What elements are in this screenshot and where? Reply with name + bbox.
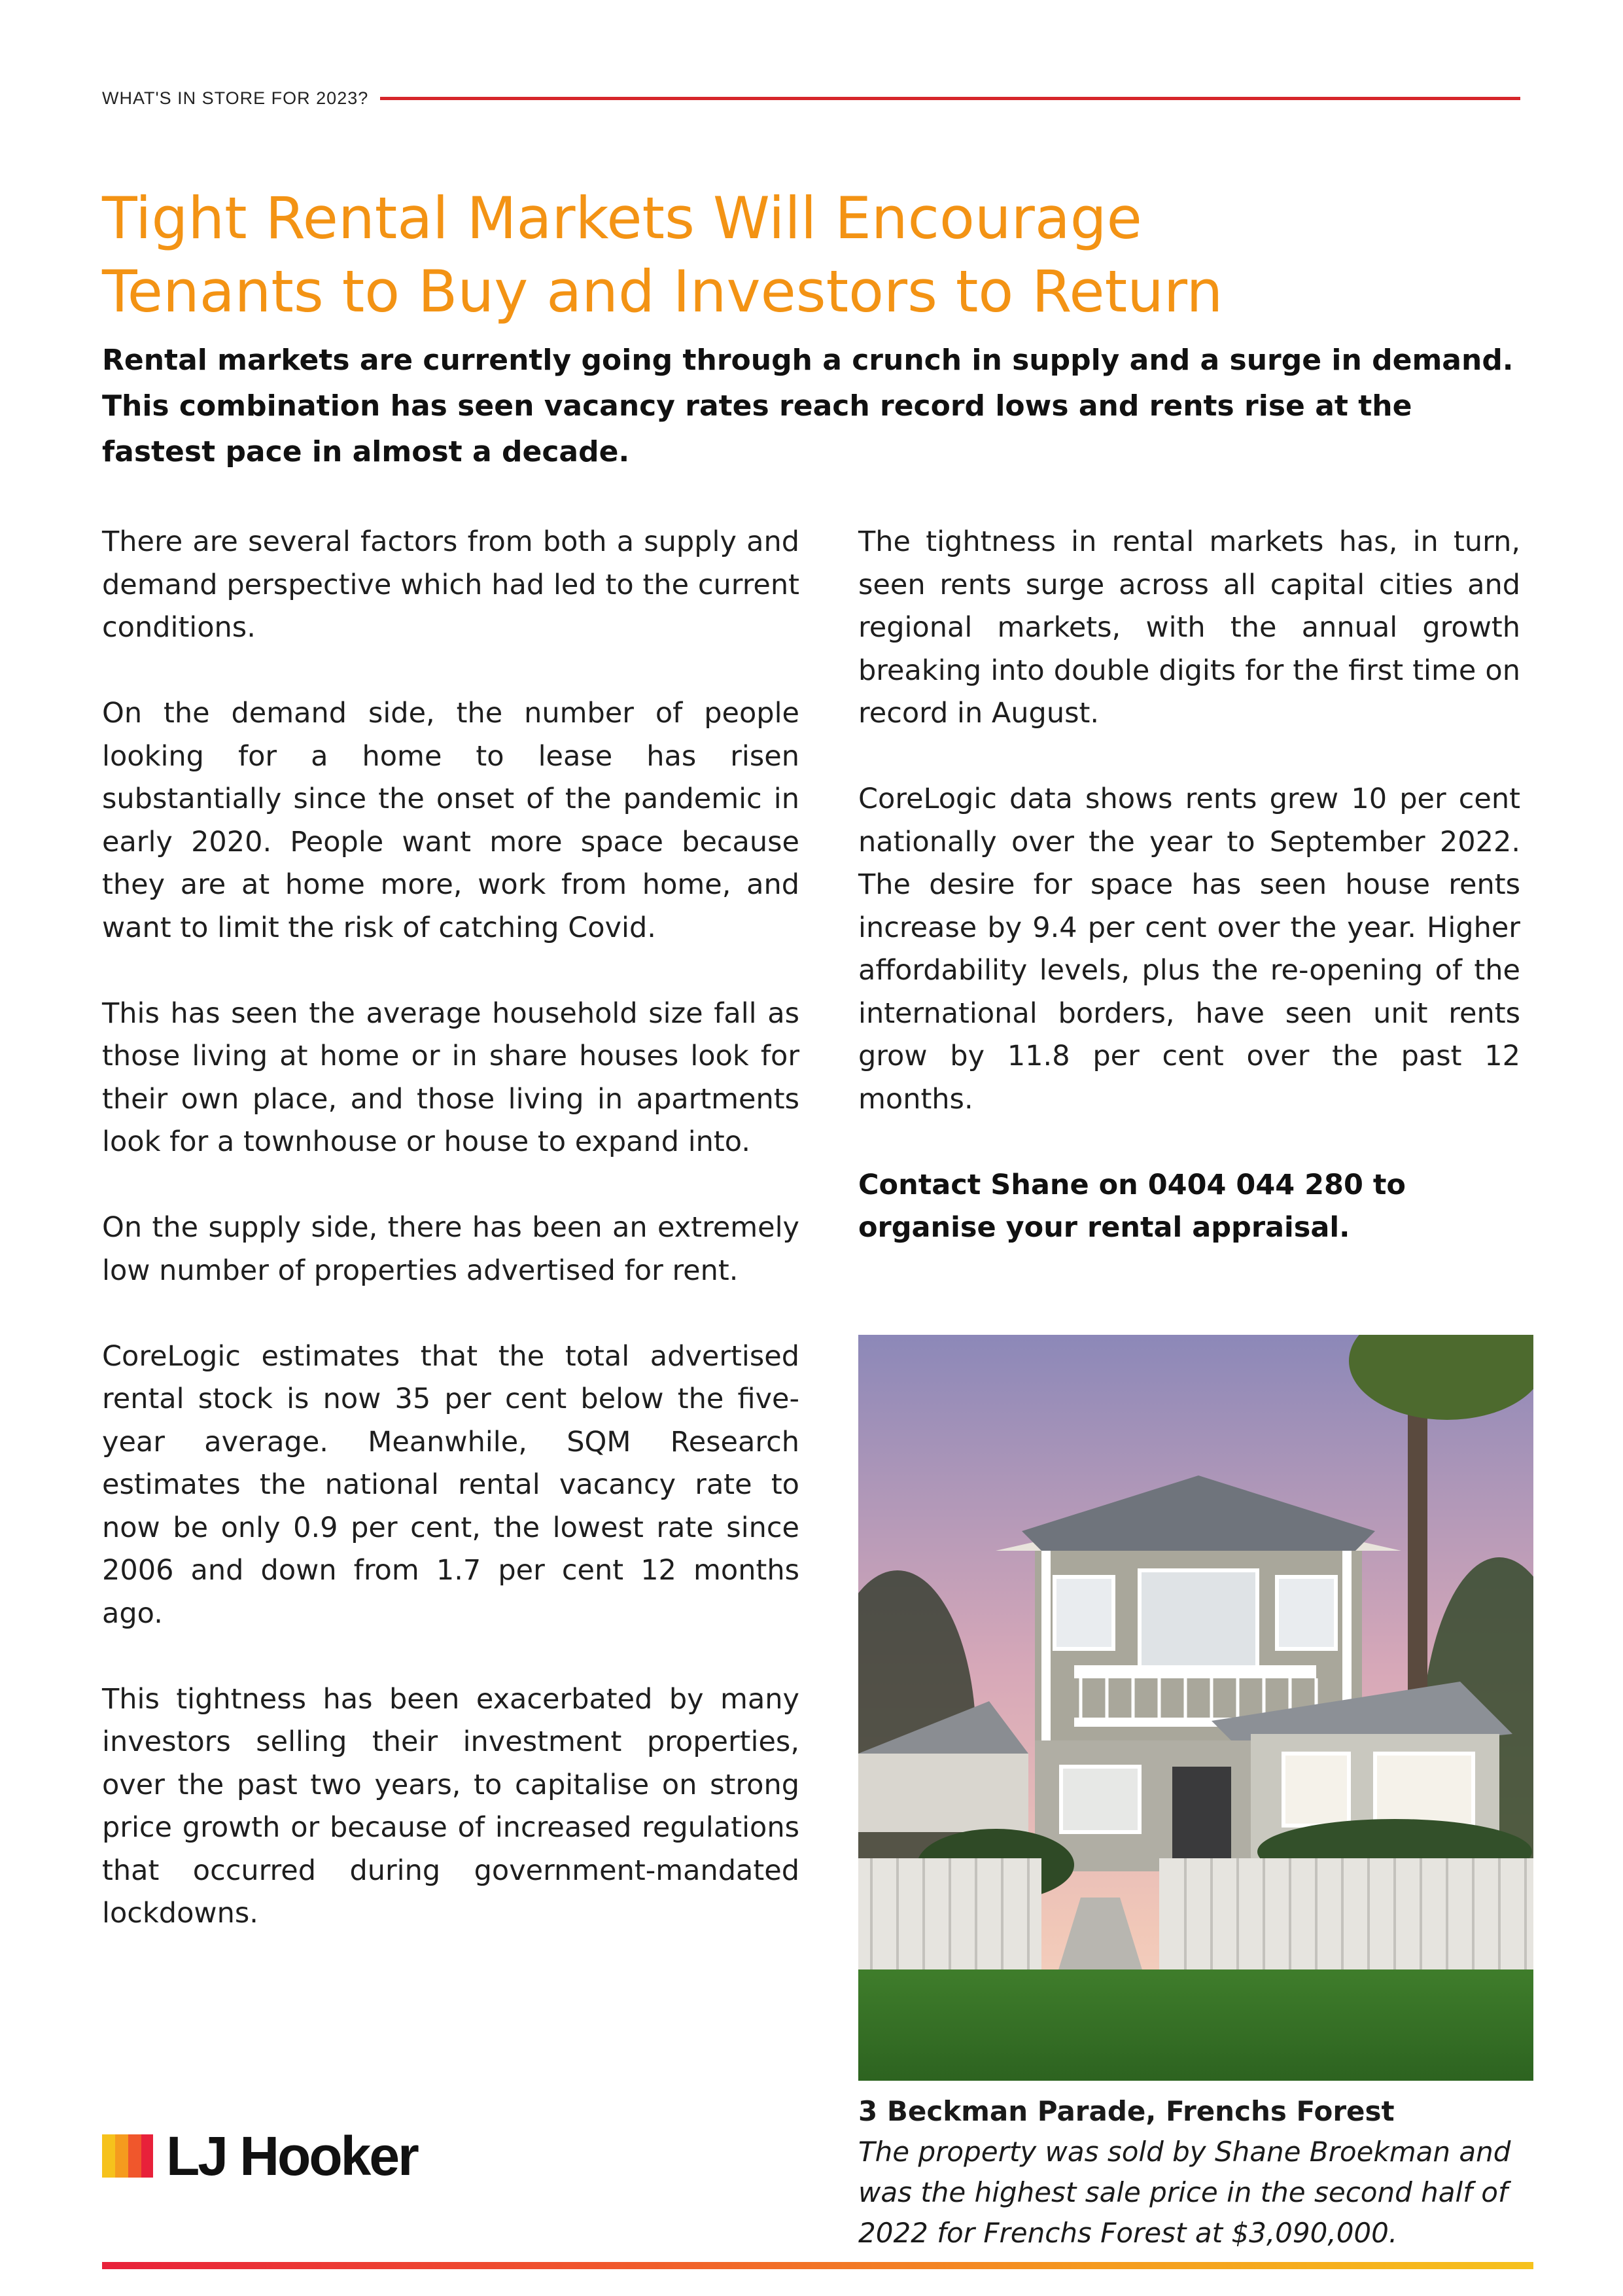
contact-cta: Contact Shane on 0404 044 280 to organise your rental appraisal. [858, 1168, 1406, 1244]
lj-hooker-logo [102, 2120, 417, 2192]
right-column [858, 521, 1520, 1292]
article-headline [102, 182, 1520, 328]
body-paragraph: There are several factors from both a supply and demand perspective which had led to the current conditions. [102, 525, 799, 644]
headline-line-2: Tenants to Buy and Investors to Return [102, 258, 1223, 325]
headline-line-1: Tight Rental Markets Will Encourage [102, 185, 1142, 252]
logo-wordmark: LJ Hooker [166, 2125, 417, 2187]
footer-gradient-rule [102, 2262, 1533, 2269]
property-photo [858, 1335, 1533, 2081]
logo-stripes-icon [102, 2130, 153, 2181]
house-illustration [858, 1335, 1533, 2081]
body-paragraph: CoreLogic estimates that the total advertised rental stock is now 35 per cent below the five-year average. Meanwhile, SQM Research estimates the national rental vacancy rate to now be only 0.9 per cent, the lowest rate since 2006 and down from 1.7 per cent 12 months ago. [102, 1339, 799, 1630]
left-column [102, 521, 799, 1978]
body-paragraph: On the demand side, the number of people looking for a home to lease has risen substantially since the onset of the pandemic in early 2020. People want more space because they are at home more, work from home, and want to limit the risk of catching Covid. [102, 697, 799, 944]
section-kicker: WHAT'S IN STORE FOR 2023? [102, 88, 369, 108]
page-header [102, 84, 1520, 113]
body-paragraph: This has seen the average household size fall as those living at home or in share houses look for their own place, and those living in apartments look for a townhouse or house to expand into. [102, 997, 799, 1158]
body-paragraph: CoreLogic data shows rents grew 10 per cent nationally over the year to September 2022. The desire for space has seen house rents increase by 9.4 per cent over the year. Higher affordability levels, plus the re-opening of the international borders, have seen unit rents grow by 11.8 per cent over the past 12 months. [858, 783, 1520, 1116]
photo-caption [858, 2091, 1533, 2253]
body-paragraph: On the supply side, there has been an extremely low number of properties advertised for rent. [102, 1211, 799, 1287]
caption-title: 3 Beckman Parade, Frenchs Forest [858, 2095, 1395, 2127]
caption-text: The property was sold by Shane Broekman and was the highest sale price in the second half of 2022 for Frenchs Forest at $3,090,000. [858, 2136, 1511, 2249]
body-paragraph: This tightness has been exacerbated by many investors selling their investment properties, over the past two years, to capitalise on strong price growth or because of increased regulations that occurred during government-mandated lockdowns. [102, 1682, 799, 1930]
article-standfirst: Rental markets are currently going through a crunch in supply and a surge in demand. This combination has seen vacancy rates reach record lows and rents rise at the fastest pace in almost a decade. [102, 344, 1514, 468]
body-paragraph: The tightness in rental markets has, in turn, seen rents surge across all capital cities and regional markets, with the annual growth breaking into double digits for the first time on record in August. [858, 525, 1520, 730]
header-rule [380, 97, 1520, 100]
